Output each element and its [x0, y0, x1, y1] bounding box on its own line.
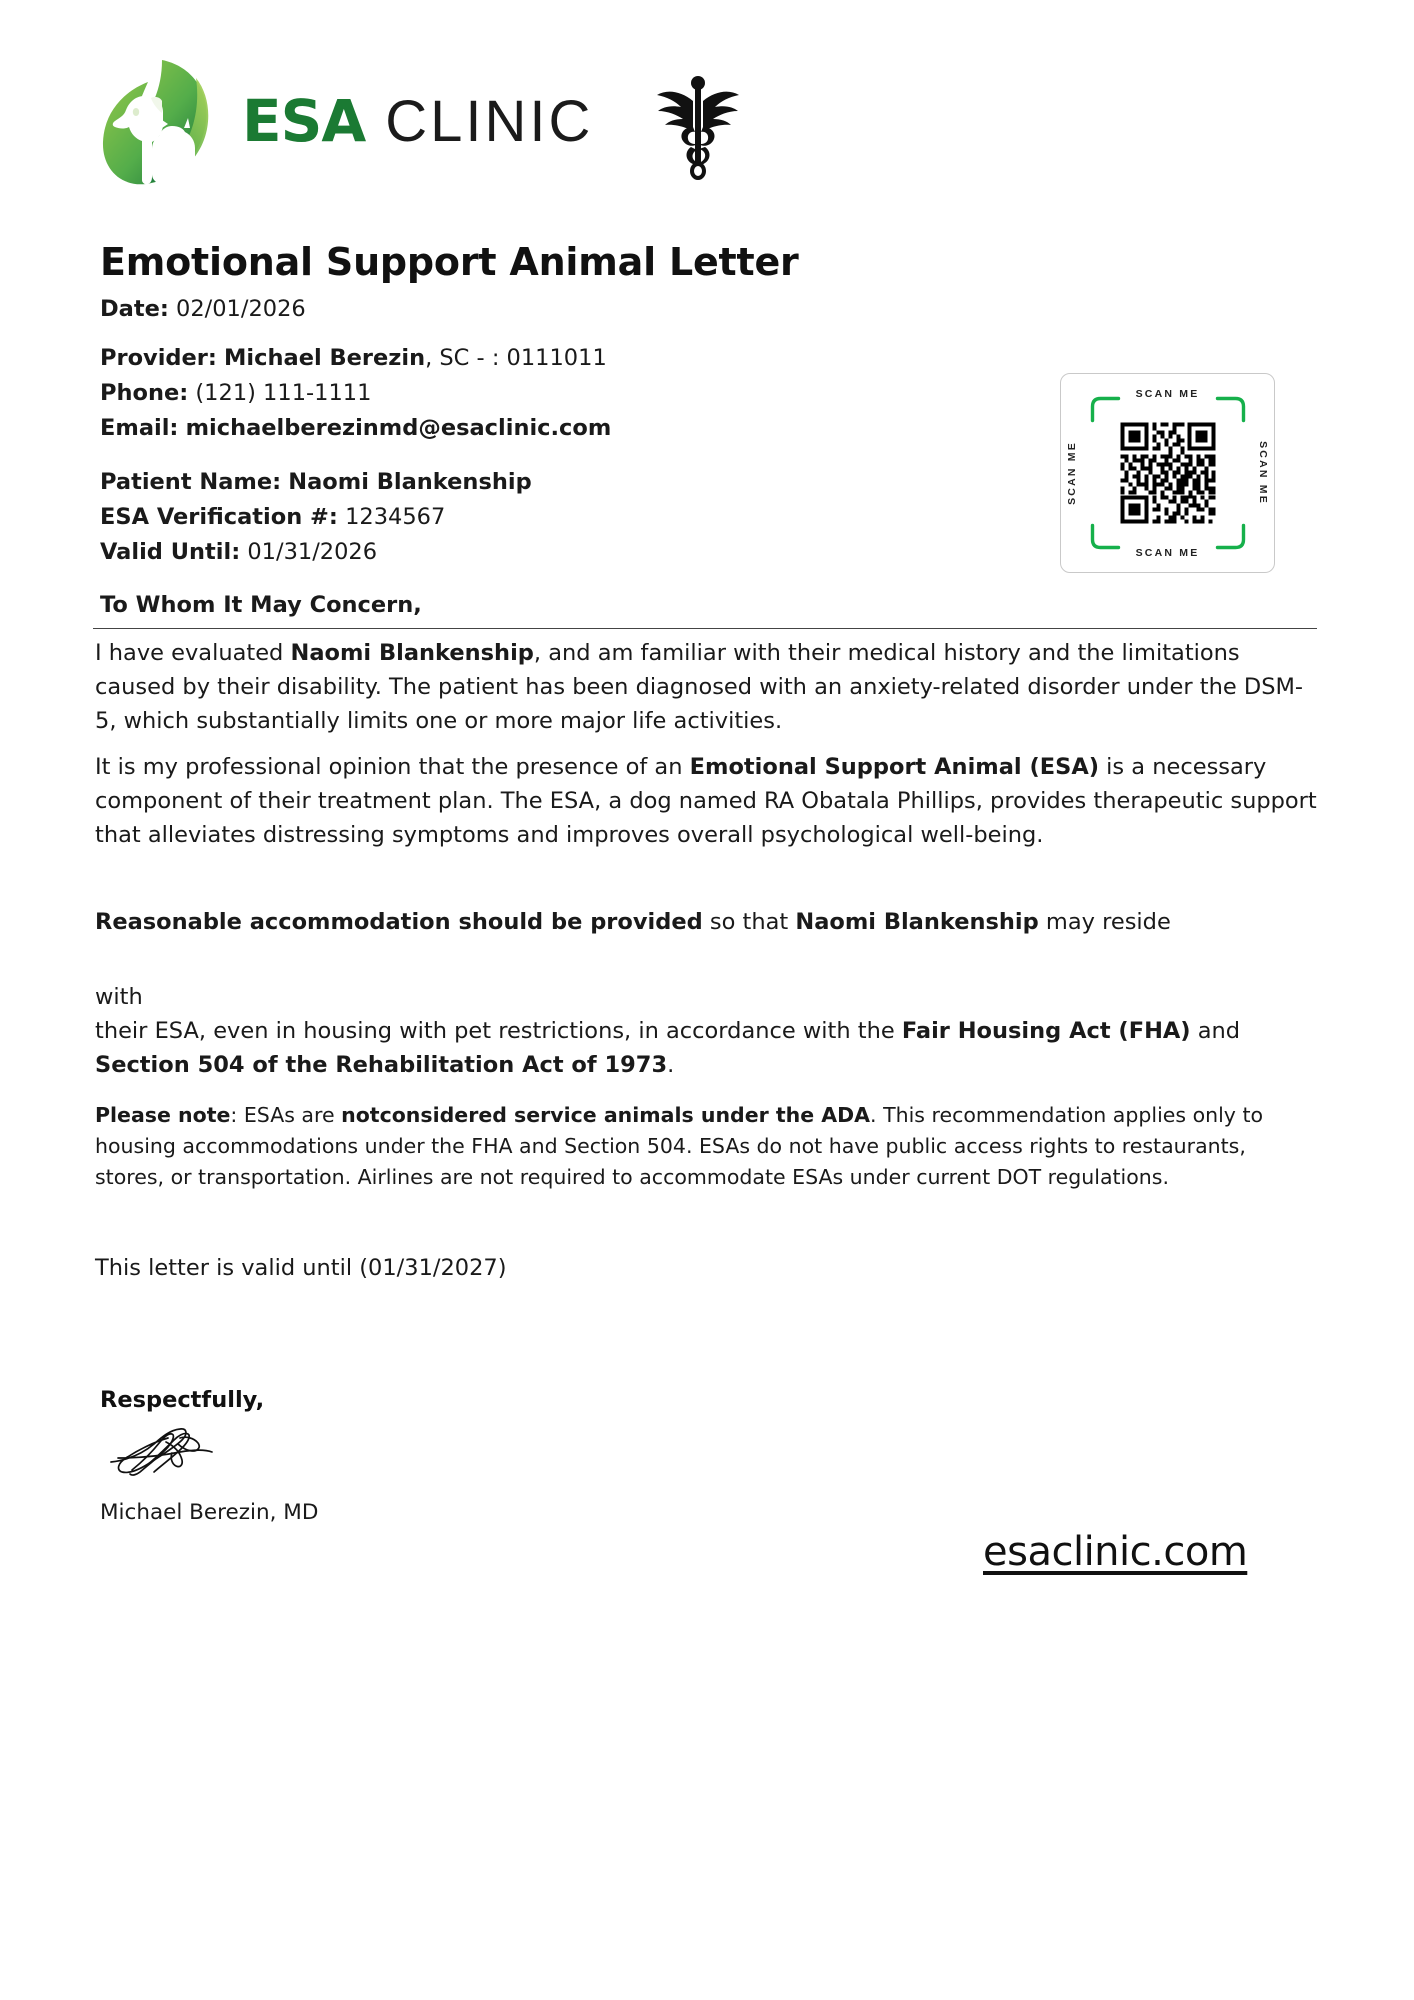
divider: [93, 628, 1317, 629]
paragraph-please-note: [95, 1100, 1317, 1193]
valid-until-line: [100, 535, 532, 570]
patient-name-label: Patient Name:: [100, 469, 282, 495]
brand-clinic-text: CLINIC: [385, 88, 594, 154]
p3-housing-text: their ESA, even in housing with pet restrictions, in accordance with the: [95, 1018, 902, 1044]
signer-name: Michael Berezin, MD: [100, 1500, 319, 1525]
footer-website-link[interactable]: esaclinic.com: [983, 1529, 1248, 1575]
p3-with-line: with: [95, 984, 143, 1010]
note-label: Please note: [95, 1103, 231, 1127]
p1-lead: I have evaluated: [95, 640, 291, 666]
verification-line: [100, 500, 532, 535]
patient-name-value: Naomi Blankenship: [288, 469, 532, 495]
p2-rest: is a necessary component of their treatment plan. The ESA, a dog named RA Obatala Phillips, provides therapeutic support that alleviates distressing symptoms and improves overall psychological well-being.: [95, 754, 1317, 848]
dog-cat-leaf-logo-icon: [100, 56, 220, 186]
p3-accommodation-bold: Reasonable accommodation should be provided: [95, 909, 703, 935]
brand-esa-text: ESA: [242, 86, 366, 155]
phone-line: [100, 376, 611, 411]
qr-label-top: SCAN ME: [1135, 388, 1200, 400]
page-title: Emotional Support Animal Letter: [100, 240, 799, 284]
valid-until-value: 01/31/2026: [247, 539, 378, 565]
p3-and: and: [1190, 1018, 1241, 1044]
p3-period: .: [667, 1052, 675, 1078]
phone-value: (121) 111-1111: [195, 380, 372, 406]
note-bold-clause: notconsidered service animals under the ADA: [341, 1103, 871, 1127]
letterhead: [100, 48, 1320, 193]
provider-block: [100, 341, 611, 446]
qr-label-left: SCAN ME: [1066, 441, 1078, 505]
letter-validity-line: This letter is valid until (01/31/2027): [95, 1255, 507, 1281]
qr-label-right: SCAN ME: [1257, 441, 1269, 505]
p3-fha-bold: Fair Housing Act (FHA): [901, 1018, 1191, 1044]
qr-code-badge[interactable]: [1060, 373, 1275, 573]
qr-label-bottom: SCAN ME: [1135, 547, 1200, 559]
handwritten-signature-icon: [108, 1420, 238, 1485]
salutation: To Whom It May Concern,: [100, 592, 422, 618]
provider-label: Provider:: [100, 345, 217, 371]
verification-value: 1234567: [345, 504, 446, 530]
caduceus-icon: [655, 61, 741, 181]
email-label: Email:: [100, 415, 179, 441]
patient-name-line: [100, 465, 532, 500]
provider-credentials: , SC - : 0111011: [425, 345, 607, 371]
note-rest: . This recommendation applies only to housing accommodations under the FHA and Section 504. ESAs do not have public access rights to restaurants, stores, or transportation. Airlines are not required to accommodate ESAs under current DOT regulations.: [95, 1103, 1264, 1189]
patient-block: [100, 465, 532, 570]
closing-salutation: Respectfully,: [100, 1387, 265, 1413]
provider-line: [100, 341, 611, 376]
p1-rest: , and am familiar with their medical history and the limitations caused by their disability. The patient has been diagnosed with an anxiety-related disorder under the DSM-5, which substantially limits one or more major life activities.: [95, 640, 1304, 734]
provider-name: Michael Berezin: [224, 345, 426, 371]
paragraph-evaluation: [95, 636, 1317, 738]
qr-code-icon: [1070, 381, 1265, 566]
p3-patient-name: Naomi Blankenship: [795, 909, 1039, 935]
email-value: michaelberezinmd@esaclinic.com: [185, 415, 612, 441]
p3-housing-line: [95, 1014, 1317, 1082]
email-line: [100, 411, 611, 446]
paragraph-opinion: [95, 750, 1317, 852]
phone-label: Phone:: [100, 380, 189, 406]
p3-section504-bold: Section 504 of the Rehabilitation Act of 1973: [95, 1052, 668, 1078]
date-line: [100, 292, 306, 327]
verification-label: ESA Verification #:: [100, 504, 338, 530]
date-value: 02/01/2026: [176, 296, 306, 322]
p2-esa-term: Emotional Support Animal (ESA): [689, 754, 1100, 780]
date-label: Date:: [100, 296, 169, 322]
brand-wordmark: [242, 87, 593, 155]
p2-lead: It is my professional opinion that the presence of an: [95, 754, 690, 780]
p1-patient-name: Naomi Blankenship: [290, 640, 534, 666]
p3-sothat: so that: [702, 909, 796, 935]
paragraph-accommodation: [95, 905, 1317, 939]
note-lead: : ESAs are: [230, 1103, 342, 1127]
valid-until-label: Valid Until:: [100, 539, 241, 565]
paragraph-accommodation-cont: [95, 980, 1317, 1082]
p3-may-reside: may reside: [1038, 909, 1171, 935]
